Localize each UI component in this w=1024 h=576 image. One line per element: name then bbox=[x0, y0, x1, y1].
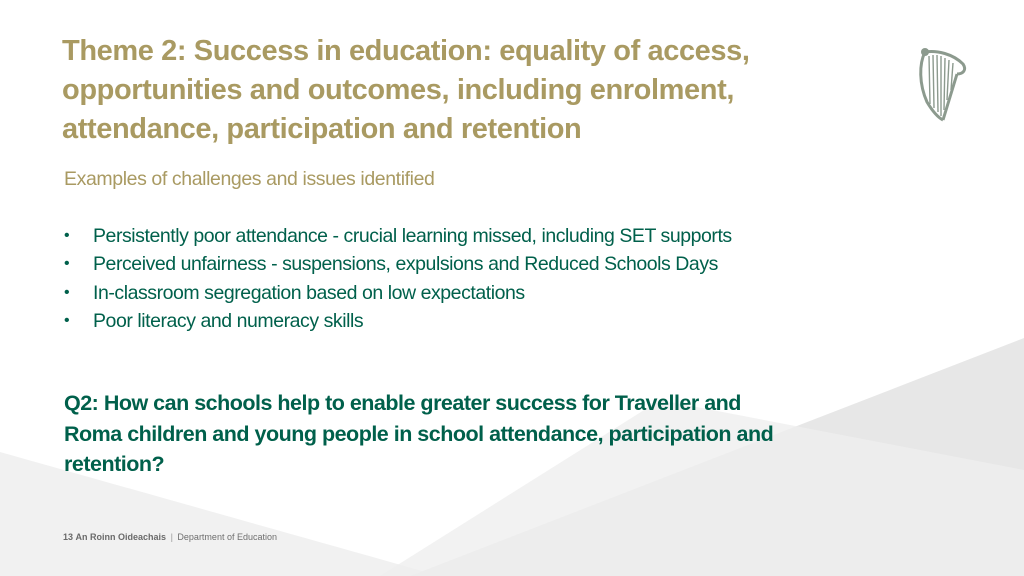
department-name-irish: An Roinn Oideachais bbox=[75, 532, 167, 542]
bullet-marker: • bbox=[64, 227, 70, 244]
subtitle: Examples of challenges and issues identified bbox=[64, 168, 435, 190]
bullet-list bbox=[64, 222, 924, 335]
bullet-text: In-classroom segregation based on low expectations bbox=[93, 281, 525, 304]
footer-separator: | bbox=[170, 532, 173, 542]
title-line-1: Theme 2: Success in education: equality of access, bbox=[62, 35, 750, 67]
bullet-text: Perceived unfairness - suspensions, expulsions and Reduced Schools Days bbox=[93, 253, 718, 276]
footer bbox=[63, 532, 277, 542]
bullet-marker: • bbox=[64, 255, 70, 273]
bullet-item bbox=[64, 279, 924, 307]
department-name-english: Department of Education bbox=[177, 532, 277, 542]
bullet-item bbox=[64, 307, 924, 335]
bullet-item bbox=[64, 222, 924, 250]
bullet-item bbox=[64, 250, 924, 278]
question-line-2: Roma children and young people in school attendance, participation and bbox=[64, 421, 774, 446]
question-line-3: retention? bbox=[64, 452, 165, 476]
title-line-3: attendance, participation and retention bbox=[62, 113, 582, 145]
bullet-marker: • bbox=[64, 283, 70, 301]
bullet-marker: • bbox=[64, 311, 70, 329]
harp-icon bbox=[913, 44, 969, 124]
page-number: 13 bbox=[63, 532, 74, 542]
question-text bbox=[64, 388, 914, 480]
bullet-text: Poor literacy and numeracy skills bbox=[93, 309, 364, 332]
bullet-text: Persistently poor attendance - crucial learning missed, including SET supports bbox=[93, 225, 732, 247]
title-line-2: opportunities and outcomes, including enrolment, bbox=[62, 74, 734, 106]
slide-title bbox=[62, 32, 862, 149]
question-line-1: Q2: How can schools help to enable greater success for Traveller and bbox=[64, 391, 741, 415]
